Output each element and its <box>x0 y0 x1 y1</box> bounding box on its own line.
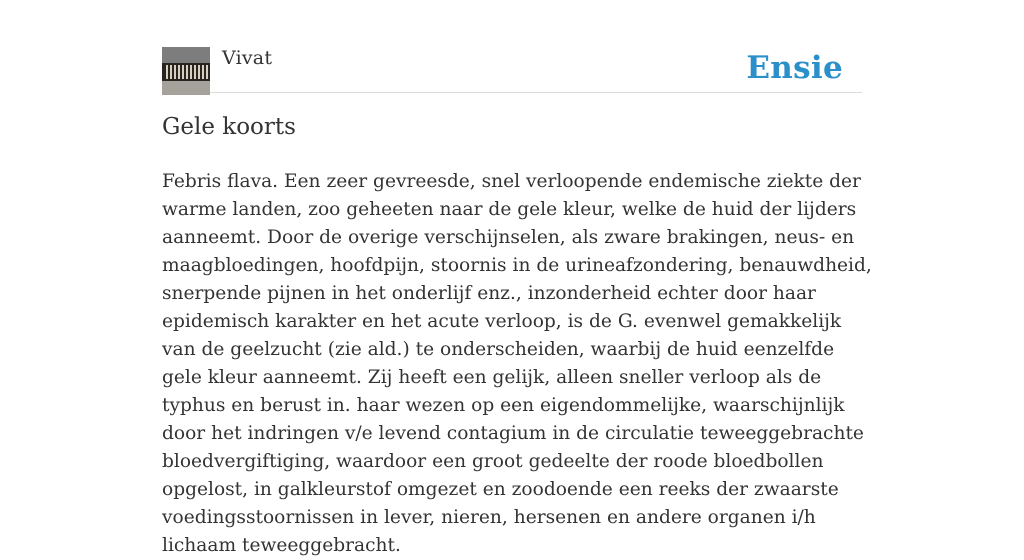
author-name[interactable]: Vivat <box>222 47 273 69</box>
typewriter-avatar-icon <box>162 47 210 95</box>
avatar[interactable] <box>162 47 210 95</box>
page-title: Gele koorts <box>162 114 296 140</box>
article-body: Febris flava. Een zeer gevreesde, snel verloopende endemische ziekte der warme landen, zoo geheeten naar de gele kleur, welke de huid der lijders aanneemt. Door de overige verschijnselen, als zware brakingen, neus- en maagbloedingen, hoofdpijn, stoornis in de urineafzondering, benauwdheid, snerpende pijnen in het onderlijf enz., inzonderheid echter door haar epidemisch karakter en het acute verloop, is de G. evenwel gemakkelijk van de geelzucht (zie ald.) te onderscheiden, waarbij de huid eenzelfde gele kleur aanneemt. Zij heeft een gelijk, alleen sneller verloop als de typhus en berust in. haar wezen op een eigendommelijke, waarschijnlijk door het indringen v/e levend contagium in de circulatie teweeggebrachte bloedvergiftiging, waardoor een groot gedeelte der roode bloedbollen opgelost, in galkleurstof omgezet en zoodoende een reeks der zwaarste voedingsstoornissen in lever, nieren, hersenen en andere organen i/h lichaam teweeggebracht. <box>162 171 872 556</box>
brand-logo[interactable]: Ensie <box>746 50 843 86</box>
header <box>162 46 862 93</box>
